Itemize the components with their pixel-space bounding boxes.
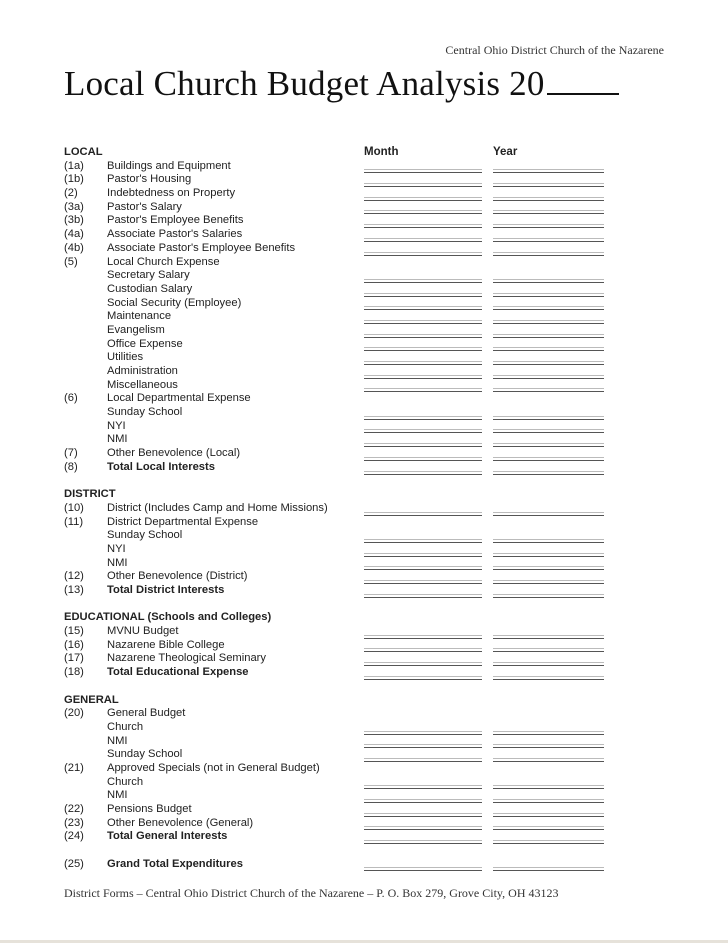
- line-number: (24): [64, 830, 84, 843]
- budget-line-row: [0, 776, 728, 790]
- line-label: Other Benevolence (General): [107, 816, 254, 829]
- budget-line-row: [0, 433, 728, 447]
- budget-line-row: [0, 666, 728, 680]
- budget-line-row: [0, 516, 728, 530]
- section-heading-label: GENERAL: [64, 693, 119, 706]
- organization-name: Central Ohio District Church of the Nazarene: [445, 43, 664, 57]
- budget-line-row: [0, 447, 728, 461]
- budget-line-row: [0, 379, 728, 393]
- budget-line-row: [0, 735, 728, 749]
- line-number: (3a): [64, 200, 84, 213]
- line-label: Church: [107, 775, 144, 788]
- budget-line-row: [0, 297, 728, 311]
- line-label: NYI: [107, 419, 126, 432]
- line-label: General Budget: [107, 707, 186, 720]
- line-number: (1b): [64, 173, 84, 186]
- line-label: NMI: [107, 433, 128, 446]
- year-column-header: Year: [493, 146, 518, 158]
- line-number: (3b): [64, 214, 84, 227]
- budget-line-row: [0, 420, 728, 434]
- budget-line-row: [0, 803, 728, 817]
- line-label: Evangelism: [107, 323, 165, 336]
- budget-line-row: [0, 817, 728, 831]
- line-label: Indebtedness on Property: [107, 187, 236, 200]
- section-heading-label: EDUCATIONAL (Schools and Colleges): [64, 611, 272, 624]
- line-label: Nazarene Theological Seminary: [107, 652, 266, 665]
- budget-line-row: [0, 639, 728, 653]
- line-number: (22): [64, 803, 84, 815]
- line-label: Custodian Salary: [107, 282, 193, 295]
- line-number: (15): [64, 625, 84, 638]
- budget-line-row: [0, 762, 728, 776]
- line-number: (25): [64, 857, 84, 870]
- budget-line-row: [0, 858, 728, 872]
- line-label: Associate Pastor's Salaries: [107, 228, 243, 241]
- line-number: (4b): [64, 241, 84, 254]
- line-label: District Departmental Expense: [107, 515, 259, 528]
- budget-line-row: [0, 652, 728, 666]
- row-spacer: [0, 475, 728, 489]
- section-heading: [0, 488, 728, 502]
- line-number: (7): [64, 447, 78, 460]
- title-text: Local Church Budget Analysis 20: [64, 64, 545, 103]
- budget-line-row: [0, 269, 728, 283]
- budget-line-row: [0, 283, 728, 297]
- line-label: NMI: [107, 734, 128, 747]
- line-label: Total Educational Expense: [107, 666, 249, 679]
- footer-address: District Forms – Central Ohio District Church of the Nazarene – P. O. Box 279, Grove City, OH 43123: [64, 886, 559, 900]
- line-number: (4a): [64, 228, 84, 241]
- budget-line-row: [0, 173, 728, 187]
- budget-rows: [0, 146, 728, 871]
- line-label: Pastor's Salary: [107, 200, 182, 213]
- budget-line-row: [0, 570, 728, 584]
- line-number: (20): [64, 707, 84, 720]
- line-number: (10): [64, 501, 84, 514]
- line-number: (13): [64, 584, 84, 596]
- section-heading: [0, 146, 728, 160]
- line-label: Approved Specials (not in General Budget): [107, 761, 320, 774]
- line-label: MVNU Budget: [107, 625, 179, 638]
- budget-line-row: [0, 543, 728, 557]
- month-column-header: Month: [364, 146, 399, 158]
- line-label: Pastor's Employee Benefits: [107, 214, 244, 227]
- line-number: (2): [64, 187, 78, 200]
- budget-line-row: [0, 310, 728, 324]
- line-label: Church: [107, 720, 144, 733]
- line-label: Sunday School: [107, 406, 183, 419]
- line-number: (5): [64, 255, 78, 268]
- line-number: (6): [64, 392, 78, 405]
- year-entry-line[interactable]: [493, 870, 604, 871]
- budget-line-row: [0, 406, 728, 420]
- budget-line-row: [0, 351, 728, 365]
- line-label: Miscellaneous: [107, 378, 178, 391]
- line-label: Total District Interests: [107, 584, 225, 596]
- line-label: Local Departmental Expense: [107, 392, 251, 405]
- row-spacer: [0, 844, 728, 858]
- budget-line-row: [0, 365, 728, 379]
- line-label: NMI: [107, 789, 128, 802]
- line-label: Social Security (Employee): [107, 296, 242, 309]
- line-label: NMI: [107, 556, 128, 569]
- line-label: NYI: [107, 542, 126, 555]
- budget-line-row: [0, 228, 728, 242]
- line-label: Other Benevolence (Local): [107, 447, 241, 460]
- line-number: (16): [64, 638, 84, 651]
- budget-line-row: [0, 201, 728, 215]
- row-spacer: [0, 598, 728, 612]
- budget-line-row: [0, 748, 728, 762]
- line-number: (21): [64, 761, 84, 774]
- line-number: (12): [64, 570, 84, 583]
- budget-line-row: [0, 721, 728, 735]
- line-label: Total Local Interests: [107, 460, 215, 473]
- section-heading-label: LOCAL: [64, 146, 103, 158]
- line-label: Pastor's Housing: [107, 173, 192, 186]
- section-heading-label: DISTRICT: [64, 488, 116, 501]
- budget-line-row: [0, 256, 728, 270]
- page-title: [64, 64, 619, 104]
- budget-line-row: [0, 242, 728, 256]
- line-label: Other Benevolence (District): [107, 570, 248, 583]
- budget-line-row: [0, 625, 728, 639]
- line-label: Local Church Expense: [107, 255, 220, 268]
- budget-line-row: [0, 324, 728, 338]
- row-spacer: [0, 680, 728, 694]
- budget-line-row: [0, 502, 728, 516]
- line-label: Nazarene Bible College: [107, 638, 225, 651]
- budget-line-row: [0, 830, 728, 844]
- line-label: District (Includes Camp and Home Missions): [107, 501, 328, 514]
- line-number: (17): [64, 652, 84, 665]
- line-number: (11): [64, 515, 84, 528]
- line-label: Associate Pastor's Employee Benefits: [107, 241, 296, 254]
- budget-line-row: [0, 584, 728, 598]
- line-label: Pensions Budget: [107, 803, 192, 815]
- budget-line-row: [0, 557, 728, 571]
- line-number: (8): [64, 460, 78, 473]
- budget-line-row: [0, 461, 728, 475]
- line-label: Sunday School: [107, 748, 183, 761]
- line-label: Office Expense: [107, 337, 183, 350]
- line-label: Total General Interests: [107, 830, 228, 843]
- budget-line-row: [0, 160, 728, 174]
- line-number: (1a): [64, 159, 84, 172]
- budget-line-row: [0, 529, 728, 543]
- line-label: Secretary Salary: [107, 269, 190, 282]
- line-label: Sunday School: [107, 529, 183, 542]
- section-heading: [0, 611, 728, 625]
- line-label: Buildings and Equipment: [107, 159, 231, 172]
- budget-line-row: [0, 789, 728, 803]
- budget-line-row: [0, 392, 728, 406]
- budget-line-row: [0, 187, 728, 201]
- budget-line-row: [0, 707, 728, 721]
- budget-line-row: [0, 338, 728, 352]
- line-label: Maintenance: [107, 310, 172, 323]
- month-entry-line[interactable]: [364, 870, 482, 871]
- section-heading: [0, 694, 728, 708]
- line-label: Administration: [107, 365, 178, 377]
- line-label: Utilities: [107, 351, 144, 364]
- budget-line-row: [0, 214, 728, 228]
- line-label: Grand Total Expenditures: [107, 857, 243, 870]
- line-number: (23): [64, 816, 84, 829]
- year-blank-line[interactable]: [547, 65, 619, 95]
- line-number: (18): [64, 666, 84, 679]
